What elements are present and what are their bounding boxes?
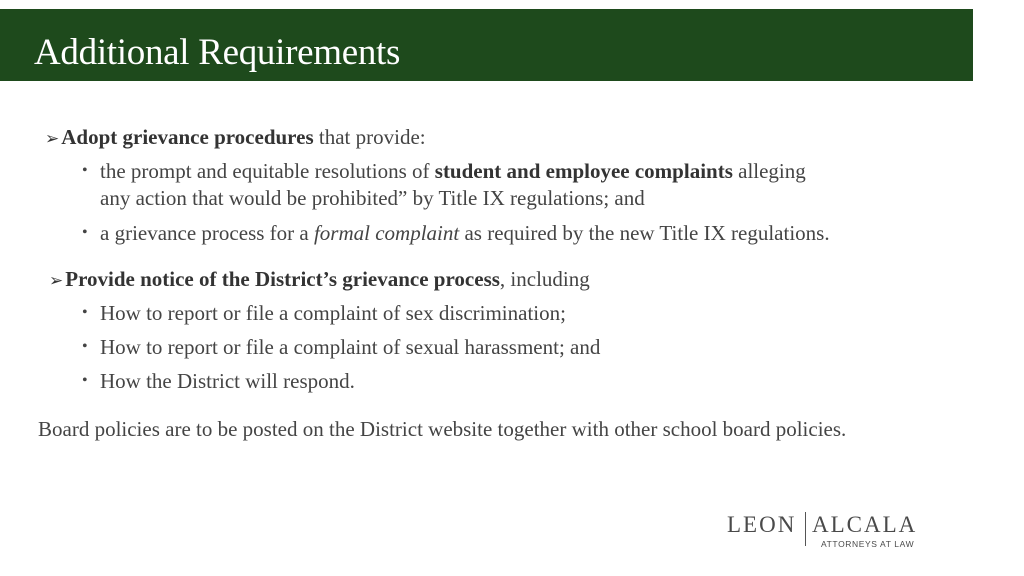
section2-item3: How the District will respond. xyxy=(100,369,355,393)
item1-pre: the prompt and equitable resolutions of xyxy=(100,159,435,183)
section1-item1-line2: any action that would be prohibited” by Title IX regulations; and xyxy=(100,186,645,210)
section2-item1: How to report or file a complaint of sex discrimination; xyxy=(100,301,566,325)
logo-alcala: ALCALA xyxy=(812,512,918,537)
logo-leon: LEON xyxy=(727,512,797,537)
section1-rest: that provide: xyxy=(313,125,426,149)
item1-bold: student and employee complaints xyxy=(434,159,733,183)
bullet-dot-icon: • xyxy=(82,338,88,355)
bullet-dot-icon: • xyxy=(82,304,88,321)
page-title: Additional Requirements xyxy=(34,32,401,73)
item2-pre: a grievance process for a xyxy=(100,221,314,245)
section1-bold: Adopt grievance procedures xyxy=(61,125,314,149)
logo-subtitle: ATTORNEYS AT LAW xyxy=(821,539,915,549)
item2-post: as required by the new Title IX regulations. xyxy=(459,221,830,245)
section1-item2 xyxy=(100,221,830,246)
section2-item2: How to report or file a complaint of sexual harassment; and xyxy=(100,335,601,359)
bullet-dot-icon: • xyxy=(82,162,88,179)
board-policies-note: Board policies are to be posted on the District website together with other school board policies. xyxy=(38,417,847,441)
section2-heading xyxy=(49,267,590,292)
arrow-bullet-icon: ➢ xyxy=(49,271,64,290)
section1-item1-line1 xyxy=(100,159,806,184)
logo-divider xyxy=(805,512,806,546)
item2-italic: formal complaint xyxy=(313,221,460,245)
title-bar xyxy=(0,9,973,81)
firm-logo xyxy=(727,512,927,552)
section2-rest: , including xyxy=(499,267,590,291)
arrow-bullet-icon: ➢ xyxy=(45,129,60,148)
item1-post: alleging xyxy=(732,159,806,183)
section2-bold: Provide notice of the District’s grievance process xyxy=(65,267,500,291)
bullet-dot-icon: • xyxy=(82,372,88,389)
section1-heading xyxy=(45,125,426,150)
bullet-dot-icon: • xyxy=(82,224,88,241)
